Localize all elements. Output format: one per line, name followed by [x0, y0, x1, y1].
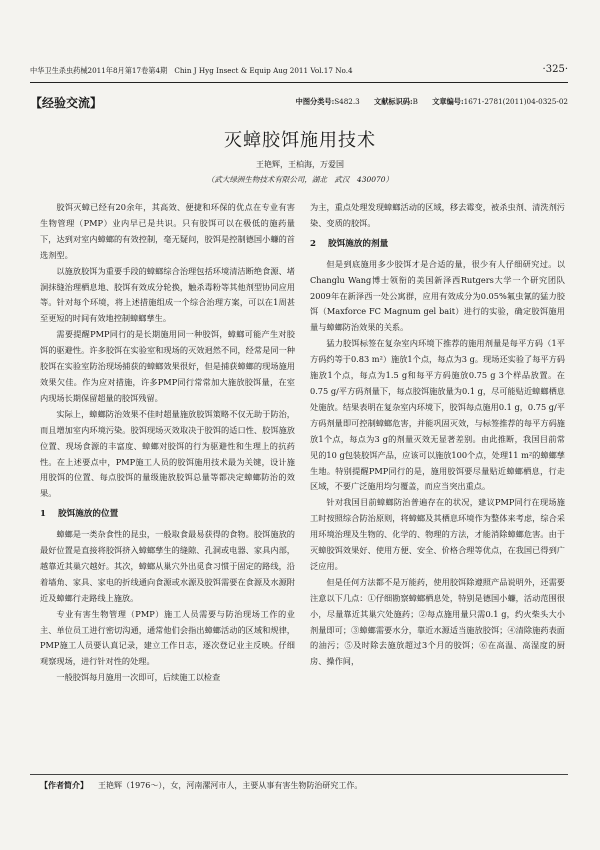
header-rule [30, 82, 568, 83]
section-heading [310, 237, 565, 253]
doc-code-value: B [412, 97, 418, 106]
paragraph: 但是任何方法都不是万能药，使用胶饵除遵照产品说明外，还需要注意以下几点：①仔细勘察蟑螂栖息处，特别是德国小蠊，活动范围很小，尽量靠近其巢穴处施药；②每点施用量只需0.1 g，约火柴头大小剂量即可；③蟑螂需要水分，靠近水源适当施放胶饵；④清除施药表面的油污；⑤及时除去施放超过3个月的胶饵；⑥在高温、高湿度的厨房、操作间， [310, 576, 565, 667]
article-no-label: 文章编号: [432, 97, 464, 106]
paragraph: 需要提醒PMP同行的是长期施用同一种胶饵，蟑螂可能产生对胶饵的驱避性。许多胶饵在实验室和现场的灭效迥然不同，经常是同一种胶饵在实验室防治现场捕获的蟑螂效果很好，但是捕获蟑螂的现场施用效果欠佳。作为应对措施，许多PMP同行常常加大施放胶饵量，在室内现场长期保留超量的胶饵残留。 [40, 329, 295, 403]
paragraph: 一般胶饵每月施用一次即可，后续施工以检查 [56, 672, 221, 683]
clc-label: 中图分类号: [295, 97, 335, 106]
page-number: ·325· [542, 64, 568, 75]
section-title: 胶饵施放的剂量 [328, 238, 389, 249]
section-tag: 【经验交流】 [30, 96, 103, 110]
article-no-value: 1671-2781(2011)04-0325-02 [463, 97, 568, 106]
left-column [40, 200, 295, 686]
journal-line: 中华卫生杀虫药械2011年8月第17卷第4期 Chin J Hyg Insect & Equip Aug 2011 Vol.17 No.4 [30, 66, 353, 75]
section-number: 1 [40, 509, 46, 520]
paragraph: 胶饵灭蟑已经有20余年，其高效、便捷和环保的优点在专业有害生物管理（PMP）业内早已是共识。只有胶饵可以在极低的施药量下，达到对室内蟑螂的有效控制，毫无疑问，胶饵是控制德国小蠊的首选剂型。 [40, 202, 295, 260]
meta-row [30, 96, 568, 112]
section-heading [40, 507, 295, 523]
author-intro-text: 王艳辉（1976～），女，河南漯河市人，主要从事有害生物防治研究工作。 [98, 781, 363, 790]
running-header [30, 66, 568, 76]
footer-rule [30, 774, 568, 775]
clc-value: S482.3 [334, 97, 360, 106]
section-title: 胶饵施放的位置 [58, 509, 119, 520]
authors: 王艳辉，王柏海，万爱国 [256, 160, 344, 169]
paragraph: 蟑螂是一类杂食性的昆虫，一般取食最易获得的食物。胶饵施放的最好位置是直接将胶饵挤入蟑螂孳生的缝隙、孔洞或电器、家具内部，越靠近其巢穴越好。其次，蟑螂从巢穴外出觅食习惯于固定的路线，沿着墙角、家具、家电的折线通向食源或水源及胶饵需要在食源及水源附近及蟑螂行走路线上施放。 [40, 529, 295, 603]
author-intro [40, 780, 362, 791]
paragraph: 为主，重点处理发现蟑螂活动的区域，移去霉变，被杀虫剂、清洗剂污染、变质的胶饵。 [310, 202, 565, 228]
paragraph: 猛力胶饵标签在复杂室内环境下推荐的施用剂量是每平方码（1平方码约等于0.83 m²）施放1个点，每点为3 g。现场还实验了每平方码施放1个点，每点为1.5 g和每平方码施放0.75 g 3个样品放置。在0.75 g/平方码剂量下，每点胶饵施放量为0.1 g，尽可能贴近蟑螂栖息处施放。结果表明在复杂室内环境下，胶饵每点施用0.1 g，0.75 g/平方码剂量即可控制蟑螂危害，并能巩固灭效，与标签推荐的每平方码施放1个点，每点为3 g的剂量灭效无显著差别。由此推断，我国目前常见的10 g包装胶饵产品，应该可以施放100个点，处理11 m²的蟑螂孳生地。特别提醒PMP同行的是，施用胶饵要尽量贴近蟑螂栖息，行走区域，不要广泛施用均匀覆盖，而应当突出重点。 [310, 338, 565, 492]
article-metadata [296, 97, 568, 107]
paragraph: 专业有害生物管理（PMP）施工人员需要与防治现场工作的业主、单位员工进行密切沟通，通常他们会指出蟑螂活动的区域和规律，PMP施工人员要认真记录，建立工作日志，逐次登记业主反映。仔细观察现场，进行针对性的处理。 [40, 608, 295, 667]
article-title: 灭蟑胶饵施用技术 [224, 130, 376, 151]
affiliation: （武大绿洲生物技术有限公司，湖北 武汉 430070） [206, 175, 394, 184]
author-intro-label: 【作者简介】 [40, 780, 88, 790]
paragraph: 以施放胶饵为重要手段的蟑螂综合治理包括环境清洁断绝食源、堵洞抹缝治理栖息地、胶饵有效成分轮换，触杀毒粉等其他剂型协同应用等。针对每个环境，将上述措施组成一个综合治理方案，可以在1周甚至更短的时间有效地控制蟑螂孳生。 [40, 265, 295, 324]
section-number: 2 [310, 238, 316, 249]
right-column [310, 200, 565, 670]
doc-code-label: 文献标识码: [374, 97, 413, 106]
paragraph: 针对我国目前蟑螂防治普遍存在的状况，建议PMP同行在现场施工时按照综合防治原则，将蟑螂及其栖息环境作为整体来考虑，综合采用环境治理及生物的、化学的、物理的方法，才能消除蟑螂危害。由于灭蟑胶饵效果好、使用方便、安全、价格合理等优点，在我国已得到广泛应用。 [310, 497, 565, 571]
paragraph: 实际上，蟑螂防治效果不佳时超量施放胶饵策略不仅无助于防治，而且增加室内环境污染。胶饵现场灭效取决于胶饵的适口性、胶饵施放位置、现场食源的丰富度、蟑螂对胶饵的行为驱避性和生理上的抗药性。在上述要点中，PMP施工人员的胶饵施用技术最为关键，设计施用胶饵的位置、每点胶饵的量级施放胶饵总量等都决定蟑螂防治的效果。 [40, 408, 295, 499]
paragraph: 但是到底施用多少胶饵才是合适的量，很少有人仔细研究过。以Changlu Wang博士领衔的美国新泽西Rutgers大学一个研究团队2009年在新泽西一处公寓群，应用有效成分为0.05%氟虫氰的猛力胶饵（Maxforce FC Magnum gel bait）进行的实验，确定胶饵施用量与蟑螂防治效果的关系。 [310, 258, 565, 333]
